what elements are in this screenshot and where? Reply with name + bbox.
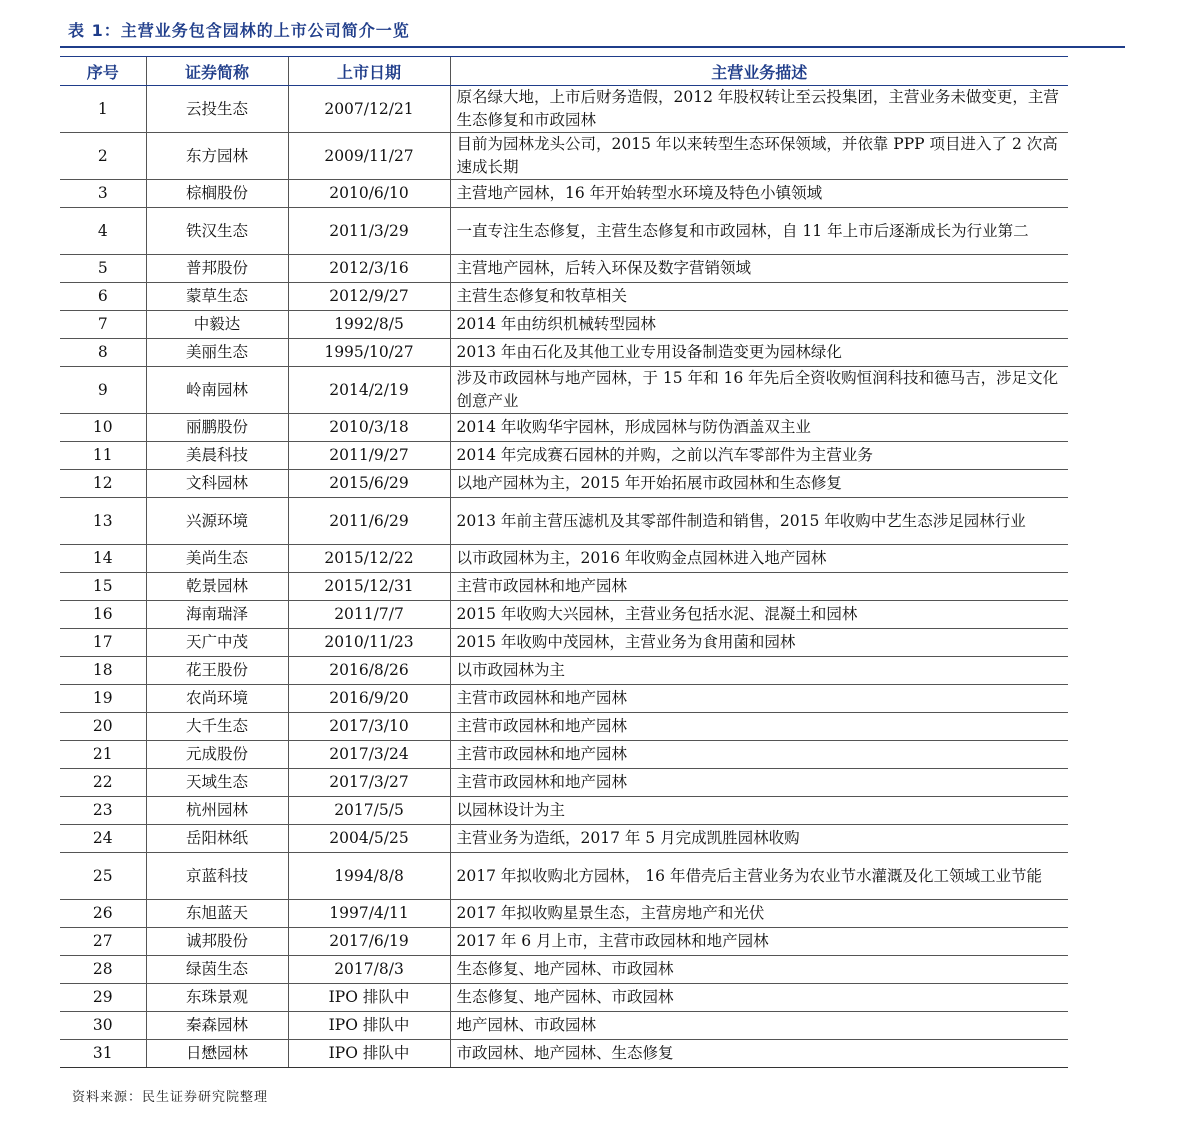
row-number: 27 — [60, 928, 146, 956]
security-name: 丽鹏股份 — [146, 414, 288, 442]
title-bar — [60, 12, 1125, 48]
security-name: 美丽生态 — [146, 339, 288, 367]
listing-date: 2016/8/26 — [288, 657, 450, 685]
business-description: 目前为园林龙头公司，2015 年以来转型生态环保领域，并依靠 PPP 项目进入了 2 次高速成长期 — [450, 133, 1068, 180]
source-note: 资料来源：民生证券研究院整理 — [72, 1090, 269, 1105]
listing-date: 2010/11/23 — [288, 629, 450, 657]
business-description: 2013 年前主营压滤机及其零部件制造和销售，2015 年收购中艺生态涉足园林行业 — [450, 498, 1068, 545]
security-name: 普邦股份 — [146, 255, 288, 283]
row-number: 12 — [60, 470, 146, 498]
header-date: 上市日期 — [288, 57, 450, 86]
row-number: 25 — [60, 853, 146, 900]
security-name: 蒙草生态 — [146, 283, 288, 311]
business-description: 2017 年拟收购北方园林， 16 年借壳后主营业务为农业节水灌溉及化工领域工业节能 — [450, 853, 1068, 900]
business-description: 2013 年由石化及其他工业专用设备制造变更为园林绿化 — [450, 339, 1068, 367]
listing-date: 1997/4/11 — [288, 900, 450, 928]
table-row — [60, 657, 1068, 685]
business-description: 2014 年由纺织机械转型园林 — [450, 311, 1068, 339]
row-number: 30 — [60, 1012, 146, 1040]
table-row — [60, 853, 1068, 900]
business-description: 主营市政园林和地产园林 — [450, 741, 1068, 769]
table-row — [60, 86, 1068, 133]
row-number: 24 — [60, 825, 146, 853]
listing-date: 2011/6/29 — [288, 498, 450, 545]
listing-date: 2012/3/16 — [288, 255, 450, 283]
business-description: 主营市政园林和地产园林 — [450, 713, 1068, 741]
table-row — [60, 133, 1068, 180]
security-name: 天广中茂 — [146, 629, 288, 657]
row-number: 2 — [60, 133, 146, 180]
business-description: 2014 年完成赛石园林的并购，之前以汽车零部件为主营业务 — [450, 442, 1068, 470]
row-number: 19 — [60, 685, 146, 713]
listing-date: 2011/9/27 — [288, 442, 450, 470]
security-name: 中毅达 — [146, 311, 288, 339]
table-row — [60, 1012, 1068, 1040]
security-name: 岭南园林 — [146, 367, 288, 414]
business-description: 2014 年收购华宇园林，形成园林与防伪酒盖双主业 — [450, 414, 1068, 442]
listing-date: 2010/6/10 — [288, 180, 450, 208]
listing-date: 2010/3/18 — [288, 414, 450, 442]
table-row — [60, 545, 1068, 573]
security-name: 绿茵生态 — [146, 956, 288, 984]
table-row — [60, 339, 1068, 367]
listing-date: 1992/8/5 — [288, 311, 450, 339]
listing-date: 2004/5/25 — [288, 825, 450, 853]
security-name: 大千生态 — [146, 713, 288, 741]
security-name: 云投生态 — [146, 86, 288, 133]
listing-date: 2014/2/19 — [288, 367, 450, 414]
row-number: 13 — [60, 498, 146, 545]
listing-date: 2015/12/22 — [288, 545, 450, 573]
listing-date: 2007/12/21 — [288, 86, 450, 133]
listing-date: 2009/11/27 — [288, 133, 450, 180]
business-description: 原名绿大地，上市后财务造假，2012 年股权转让至云投集团，主营业务未做变更，主营生态修复和市政园林 — [450, 86, 1068, 133]
business-description: 以园林设计为主 — [450, 797, 1068, 825]
listing-date: 2017/3/10 — [288, 713, 450, 741]
table-row — [60, 573, 1068, 601]
business-description: 涉及市政园林与地产园林，于 15 年和 16 年先后全资收购恒润科技和德马吉，涉足文化创意产业 — [450, 367, 1068, 414]
listing-date: 2017/3/27 — [288, 769, 450, 797]
security-name: 东旭蓝天 — [146, 900, 288, 928]
header-desc: 主营业务描述 — [450, 57, 1068, 86]
header-name: 证券简称 — [146, 57, 288, 86]
table-row — [60, 956, 1068, 984]
business-description: 主营地产园林，16 年开始转型水环境及特色小镇领域 — [450, 180, 1068, 208]
row-number: 17 — [60, 629, 146, 657]
business-description: 以地产园林为主，2015 年开始拓展市政园林和生态修复 — [450, 470, 1068, 498]
table-header-row — [60, 57, 1068, 86]
table-row — [60, 825, 1068, 853]
security-name: 兴源环境 — [146, 498, 288, 545]
security-name: 农尚环境 — [146, 685, 288, 713]
table-row — [60, 367, 1068, 414]
company-table — [60, 56, 1068, 1068]
table-row — [60, 741, 1068, 769]
security-name: 铁汉生态 — [146, 208, 288, 255]
table-row — [60, 470, 1068, 498]
security-name: 日懋园林 — [146, 1040, 288, 1068]
business-description: 市政园林、地产园林、生态修复 — [450, 1040, 1068, 1068]
table-title: 表 1：主营业务包含园林的上市公司简介一览 — [68, 21, 410, 40]
row-number: 11 — [60, 442, 146, 470]
row-number: 10 — [60, 414, 146, 442]
security-name: 元成股份 — [146, 741, 288, 769]
security-name: 棕榈股份 — [146, 180, 288, 208]
row-number: 7 — [60, 311, 146, 339]
security-name: 乾景园林 — [146, 573, 288, 601]
table-row — [60, 629, 1068, 657]
listing-date: IPO 排队中 — [288, 984, 450, 1012]
listing-date: 1994/8/8 — [288, 853, 450, 900]
listing-date: 2015/12/31 — [288, 573, 450, 601]
business-description: 主营市政园林和地产园林 — [450, 685, 1068, 713]
table-row — [60, 208, 1068, 255]
row-number: 9 — [60, 367, 146, 414]
row-number: 3 — [60, 180, 146, 208]
table-row — [60, 283, 1068, 311]
listing-date: 2015/6/29 — [288, 470, 450, 498]
listing-date: 2017/3/24 — [288, 741, 450, 769]
row-number: 18 — [60, 657, 146, 685]
row-number: 15 — [60, 573, 146, 601]
table-row — [60, 255, 1068, 283]
business-description: 以市政园林为主 — [450, 657, 1068, 685]
table-body — [60, 86, 1068, 1068]
listing-date: 2017/6/19 — [288, 928, 450, 956]
business-description: 地产园林、市政园林 — [450, 1012, 1068, 1040]
row-number: 6 — [60, 283, 146, 311]
security-name: 杭州园林 — [146, 797, 288, 825]
header-no: 序号 — [60, 57, 146, 86]
table-row — [60, 685, 1068, 713]
row-number: 21 — [60, 741, 146, 769]
security-name: 天域生态 — [146, 769, 288, 797]
table-row — [60, 797, 1068, 825]
listing-date: 2016/9/20 — [288, 685, 450, 713]
security-name: 花王股份 — [146, 657, 288, 685]
row-number: 5 — [60, 255, 146, 283]
table-row — [60, 311, 1068, 339]
listing-date: IPO 排队中 — [288, 1012, 450, 1040]
business-description: 主营业务为造纸，2017 年 5 月完成凯胜园林收购 — [450, 825, 1068, 853]
row-number: 8 — [60, 339, 146, 367]
table-row — [60, 769, 1068, 797]
security-name: 东珠景观 — [146, 984, 288, 1012]
listing-date: IPO 排队中 — [288, 1040, 450, 1068]
listing-date: 2011/3/29 — [288, 208, 450, 255]
table-row — [60, 900, 1068, 928]
security-name: 岳阳林纸 — [146, 825, 288, 853]
listing-date: 1995/10/27 — [288, 339, 450, 367]
table-row — [60, 1040, 1068, 1068]
business-description: 2017 年拟收购星景生态，主营房地产和光伏 — [450, 900, 1068, 928]
table-row — [60, 414, 1068, 442]
business-description: 一直专注生态修复，主营生态修复和市政园林，自 11 年上市后逐渐成长为行业第二 — [450, 208, 1068, 255]
business-description: 主营市政园林和地产园林 — [450, 769, 1068, 797]
business-description: 2015 年收购中茂园林，主营业务为食用菌和园林 — [450, 629, 1068, 657]
business-description: 以市政园林为主，2016 年收购金点园林进入地产园林 — [450, 545, 1068, 573]
table-row — [60, 601, 1068, 629]
table-row — [60, 984, 1068, 1012]
row-number: 20 — [60, 713, 146, 741]
listing-date: 2011/7/7 — [288, 601, 450, 629]
row-number: 23 — [60, 797, 146, 825]
row-number: 31 — [60, 1040, 146, 1068]
listing-date: 2017/8/3 — [288, 956, 450, 984]
business-description: 主营市政园林和地产园林 — [450, 573, 1068, 601]
listing-date: 2017/5/5 — [288, 797, 450, 825]
security-name: 海南瑞泽 — [146, 601, 288, 629]
table-row — [60, 442, 1068, 470]
business-description: 主营地产园林，后转入环保及数字营销领域 — [450, 255, 1068, 283]
table-row — [60, 498, 1068, 545]
row-number: 4 — [60, 208, 146, 255]
listing-date: 2012/9/27 — [288, 283, 450, 311]
row-number: 22 — [60, 769, 146, 797]
table-row — [60, 713, 1068, 741]
row-number: 28 — [60, 956, 146, 984]
business-description: 生态修复、地产园林、市政园林 — [450, 984, 1068, 1012]
row-number: 1 — [60, 86, 146, 133]
table-row — [60, 928, 1068, 956]
row-number: 16 — [60, 601, 146, 629]
security-name: 秦森园林 — [146, 1012, 288, 1040]
business-description: 主营生态修复和牧草相关 — [450, 283, 1068, 311]
security-name: 美尚生态 — [146, 545, 288, 573]
security-name: 文科园林 — [146, 470, 288, 498]
business-description: 生态修复、地产园林、市政园林 — [450, 956, 1068, 984]
security-name: 京蓝科技 — [146, 853, 288, 900]
business-description: 2015 年收购大兴园林，主营业务包括水泥、混凝土和园林 — [450, 601, 1068, 629]
security-name: 诚邦股份 — [146, 928, 288, 956]
row-number: 29 — [60, 984, 146, 1012]
security-name: 东方园林 — [146, 133, 288, 180]
table-row — [60, 180, 1068, 208]
security-name: 美晨科技 — [146, 442, 288, 470]
row-number: 14 — [60, 545, 146, 573]
row-number: 26 — [60, 900, 146, 928]
business-description: 2017 年 6 月上市，主营市政园林和地产园林 — [450, 928, 1068, 956]
